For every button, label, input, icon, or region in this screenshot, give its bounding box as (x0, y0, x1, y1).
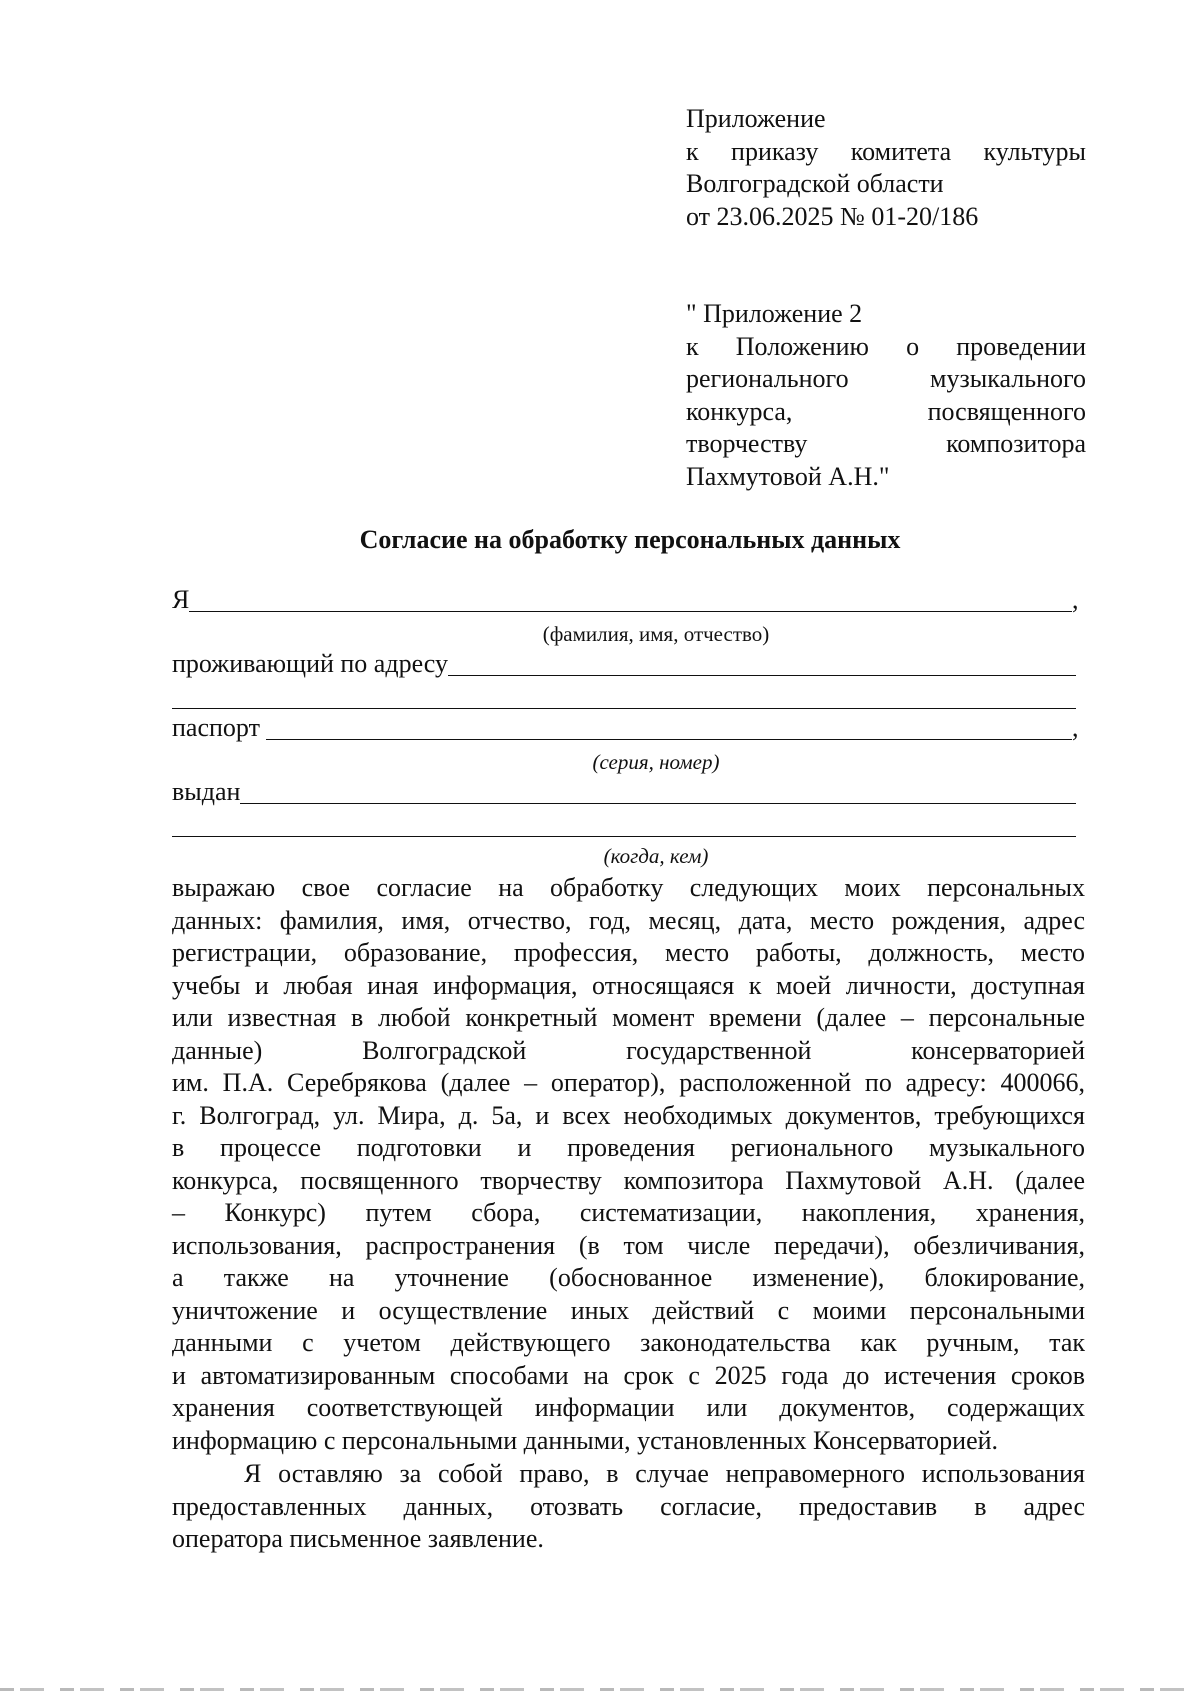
appendix2-line: конкурса, посвященного (686, 396, 1086, 426)
fio-hint: (фамилия, имя, отчество) (542, 622, 770, 646)
passport-blank-line (266, 715, 1072, 740)
revocation-line: оператора письменное заявление. (172, 1524, 544, 1553)
consent-line: или известная в любой конкретный момент времени (далее – персональные (172, 1003, 1085, 1032)
consent-text (172, 872, 1085, 1457)
consent-line: конкурса, посвященного творчеству композитора Пахмутовой А.Н. (далее (172, 1165, 1085, 1195)
revocation-line: предоставленных данных, отозвать согласие, предоставив в адрес (172, 1491, 1085, 1521)
passport-comma: , (1072, 712, 1079, 742)
consent-line: данными с учетом действующего законодательства как ручным, так (172, 1328, 1085, 1357)
consent-line: информацию с персональными данными, установленных Консерваторией. (172, 1425, 999, 1455)
appendix-header (686, 103, 1086, 233)
appendix-line: Волгоградской области (686, 169, 944, 198)
passport-field (172, 712, 1084, 744)
fio-blank-line (189, 587, 1072, 612)
consent-line: регистрации, образование, профессия, место работы, должность, место (172, 938, 1085, 967)
consent-line: г. Волгоград, ул. Мира, д. 5а, и всех необходимых документов, требующихся (172, 1100, 1085, 1130)
revocation-line: Я оставляю за собой право, в случае неправомерного использования (244, 1459, 1085, 1488)
appendix2-line: к Положению о проведении (686, 331, 1086, 361)
consent-line: в процессе подготовки и проведения регионального музыкального (172, 1133, 1085, 1162)
address-label: проживающий по адресу (172, 648, 448, 678)
scan-edge-artifact (0, 1688, 1200, 1691)
issued-field (172, 776, 1076, 808)
passport-hint: (серия, номер) (592, 750, 720, 774)
consent-line: учебы и любая иная информация, относящаяся к моей личности, доступная (172, 970, 1085, 1000)
consent-line: а также на уточнение (обоснованное изменение), блокирование, (172, 1263, 1085, 1292)
consent-line: и автоматизированным способами на срок с 2025 года до истечения сроков (172, 1360, 1085, 1390)
fio-comma: , (1072, 584, 1079, 614)
appendix2-line: " Приложение 2 (686, 299, 863, 328)
appendix-line: Приложение (686, 104, 826, 133)
address-blank-line (448, 651, 1076, 676)
consent-line: им. П.А. Серебрякова (далее – оператор), расположенной по адресу: 400066, (172, 1068, 1085, 1097)
issued-label: выдан (172, 776, 241, 806)
consent-line: уничтожение и осуществление иных действий с моими персональными (172, 1295, 1085, 1325)
consent-line: выражаю свое согласие на обработку следующих моих персональных (172, 873, 1085, 902)
document-title: Согласие на обработку персональных данных (359, 525, 901, 554)
address-field (172, 648, 1076, 680)
appendix2-header (686, 298, 1086, 493)
passport-label: паспорт (172, 712, 267, 742)
fio-label: Я (172, 584, 190, 614)
issued-hint: (когда, кем) (603, 844, 709, 868)
consent-line: данные) Волгоградской государственной консерваторией (172, 1035, 1085, 1065)
consent-line: использования, распространения (в том числе передачи), обезличивания, (172, 1230, 1085, 1260)
appendix-line: к приказу комитета культуры (686, 136, 1086, 166)
consent-line: данных: фамилия, имя, отчество, год, месяц, дата, место рождения, адрес (172, 905, 1085, 935)
issued-blank-line (240, 779, 1076, 804)
address-blank-line-2 (172, 708, 1076, 709)
appendix2-line: Пахмутовой А.Н." (686, 461, 890, 491)
issued-blank-line-2 (172, 836, 1076, 837)
appendix2-line: регионального музыкального (686, 364, 1086, 393)
revocation-paragraph (172, 1458, 1085, 1556)
consent-line: – Конкурс) путем сбора, систематизации, накопления, хранения, (172, 1198, 1085, 1227)
appendix-line: от 23.06.2025 № 01-20/186 (686, 201, 979, 231)
consent-line: хранения соответствующей информации или документов, содержащих (172, 1393, 1085, 1422)
fio-field (172, 584, 1084, 616)
appendix2-line: творчеству композитора (686, 429, 1086, 458)
